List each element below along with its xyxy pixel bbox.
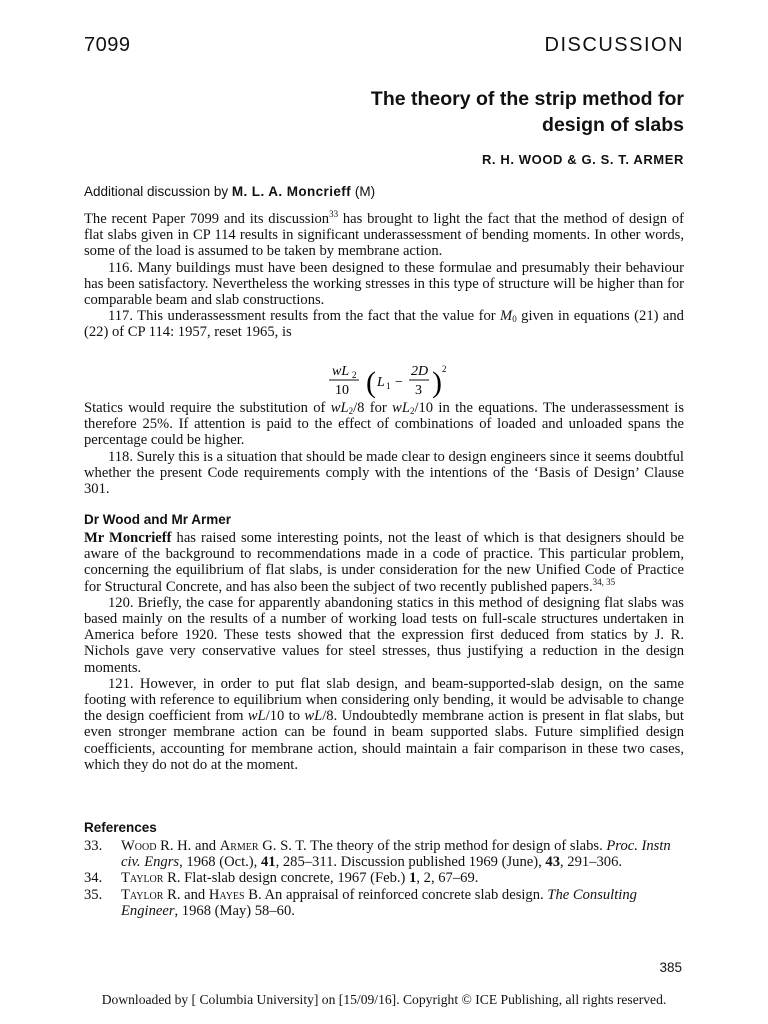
paragraph-121: 121. However, in order to put flat slab design, and beam-supported-slab design, on the same footing with reference to equilibrium when considering only bending, it would be advisable to change the design coefficient from wL/10 to wL/8. Undoubtedly membrane action is present in flat slabs, but even stronger membrane action can be found in beam supported slabs. Future simplified design coefficients, accounting for membrane action, should maintain a fair comparison in these two cases, which they do not do at the moment. [84,675,684,773]
discussant-line [84,184,375,199]
formula-numerator-sub: 2 [352,370,357,380]
paragraph-120: 120. Briefly, the case for apparently abandoning statics in this method of designing flat slabs was based mainly on the results of a number of working load tests on full-scale structures undertaken in America before 1920. These tests showed that the expression first deduced from statics by J. R. Nichols gave very conservative values for steel stresses, thus justifying a reduction in the design moments. [84,594,684,676]
citation-33: 33 [329,209,339,219]
formula-inner-den: 3 [415,383,422,398]
formula-power: 2 [442,364,447,374]
article-title [204,86,684,138]
discussant-suffix: (M) [354,184,376,199]
reference-34: 34. Taylor R. Flat-slab design concrete, 1967 (Feb.) 1, 2, 67–69. [84,870,479,887]
paragraph-118: 118. Surely this is a situation that should be made clear to design engineers since it seems doubtful whether the present Code requirements comply with the intentions of the ‘Basis of Design’ Clause 301. [84,448,684,498]
discussion-block-1 [84,211,684,341]
formula-term-l-sub: 1 [386,381,391,391]
download-notice: Downloaded by [ Columbia University] on [15/09/16]. Copyright © ICE Publishing, all rights reserved. [101,992,667,1007]
formula-term-l: L [377,375,385,390]
reply-heading: Dr Wood and Mr Armer [84,512,232,527]
paper-number: 7099 [84,34,131,56]
formula-inner-num: 2D [411,364,429,379]
formula-close-paren: ) [432,366,442,399]
formula-numerator: wL [332,364,350,379]
formula-minus: − [395,375,403,390]
discussant-prefix: Additional discussion by [84,184,229,199]
paragraph-117: 117. This underassessment results from the fact that the value for $M_0$ given in equations (21) and (22) of CP 114: 1957, reset 1965, is [84,308,684,341]
reference-35: 35. Taylor R. and Hayes B. An appraisal of reinforced concrete slab design. The Consulting Engineer, 1968 (May) 58–60. [84,886,637,919]
references-list [84,838,684,919]
citation-34-35: 34, 35 [592,576,616,587]
discussant-name: M. L. A. Moncrieff [231,184,352,199]
paragraph-119: Mr Moncrieff has raised some interesting points, not the least of which is that designers should be aware of the background to recommendations made in a code of practice. This particular problem, concerning the equilibrium of flat slabs, is under consideration for the new Unified Code of Practice for Structural Concrete, and has also been the subject of two recently published papers.$^{34, 35}$ [84,530,684,595]
section-label: DISCUSSION [544,34,684,56]
author-line: R. H. WOOD & G. S. T. ARMER [481,152,684,167]
reply-block [84,530,684,773]
paragraph-intro: The recent Paper 7099 and its discussion$^{33}$ has brought to light the fact that the method of design of flat slabs given in CP 114 results in significant underassessment of bending moments. In other words, some of the load is assumed to be taken by membrane action. [84,209,684,260]
reference-33: 33. Wood R. H. and Armer G. S. T. The theory of the strip method for design of slabs. Proc. Instn civ. Engrs, 1968 (Oct.), 41, 285–311. Discussion published 1969 (June), 43, 291–306. [84,838,671,871]
title-line-2: design of slabs [542,114,684,136]
discussion-block-2 [84,400,684,497]
paragraph-116: 116. Many buildings must have been designed to these formulae and presumably their behaviour has been satisfactory. Nevertheless the working stresses in this type of structure will be higher than for comparable beam and slab constructions. [84,259,684,309]
references-heading: References [84,820,157,835]
formula-denominator: 10 [335,383,349,398]
page-number: 385 [659,960,682,975]
title-line-1: The theory of the strip method for [370,88,684,110]
paragraph-statics: Statics would require the substitution of $wL_2/8$ for $wL_2/10$ in the equations. The underassessment is therefore 25%. If attention is paid to the effect of combinations of loaded and unloaded spans the percentage could be higher. [84,400,684,449]
moment-formula [324,361,484,401]
reply-discussant-name: Mr Moncrieff [84,530,172,546]
formula-open-paren: ( [366,366,376,399]
